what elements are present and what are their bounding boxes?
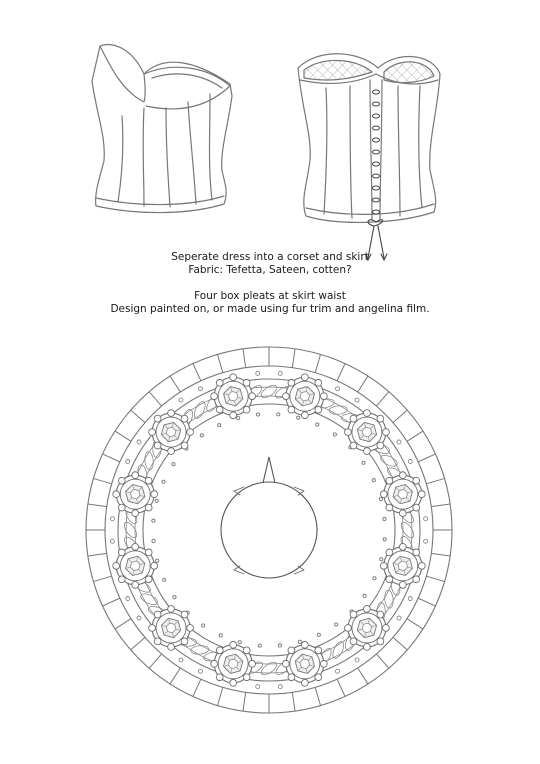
- decorative-dot: [362, 461, 365, 464]
- medallion-scallop: [181, 638, 188, 645]
- border-segment-line: [426, 576, 444, 581]
- decorative-dot: [363, 594, 366, 597]
- decorative-dot: [333, 433, 336, 436]
- border-segment-line: [407, 619, 423, 629]
- medallion-scallop: [315, 647, 322, 654]
- decorative-dot: [298, 640, 301, 643]
- medallion-scallop: [386, 549, 393, 556]
- note-line-1: Seperate dress into a corset and skirt: [171, 251, 369, 263]
- decorative-dot: [373, 577, 376, 580]
- medallion-accent-dot: [336, 669, 340, 673]
- border-segment-line: [131, 637, 145, 649]
- medallion-scallop: [113, 491, 120, 498]
- medallion-scallop: [350, 442, 357, 449]
- skirt-outer-edge: [86, 347, 452, 713]
- decorative-dot: [152, 519, 155, 522]
- medallion: [345, 398, 401, 454]
- border-segment-line: [393, 637, 407, 649]
- medallion-scallop: [301, 374, 308, 381]
- medallion-scallop: [243, 647, 250, 654]
- medallion-scallop: [168, 606, 175, 613]
- medallion-scallop: [320, 393, 327, 400]
- medallion-scallop: [149, 429, 156, 436]
- decorative-dot: [162, 480, 165, 483]
- border-segment-line: [217, 354, 222, 372]
- decorative-dot: [202, 624, 205, 627]
- medallion-scallop: [145, 504, 152, 511]
- circle-skirt-diagram: [84, 345, 454, 715]
- decorative-dot: [297, 416, 300, 419]
- border-segment-line: [337, 364, 345, 381]
- medallion-scallop: [380, 562, 387, 569]
- decorative-dot: [173, 596, 176, 599]
- border-segment-line: [418, 598, 435, 606]
- border-segment-line: [337, 679, 345, 696]
- chain-link: [139, 592, 159, 607]
- medallion-scallop: [301, 679, 308, 686]
- medallion-scallop: [149, 625, 156, 632]
- chain-link: [331, 640, 346, 660]
- medallion-scallop: [187, 625, 194, 632]
- pleat-marks: [234, 487, 304, 574]
- chain-link: [379, 453, 399, 468]
- border-segment-line: [243, 692, 246, 711]
- border-segment-line: [103, 598, 120, 606]
- medallion-accent-dot: [336, 387, 340, 391]
- border-segment-line: [170, 668, 180, 684]
- decorative-dot: [256, 413, 259, 416]
- chain-link: [384, 590, 394, 609]
- border-inner-edge: [105, 366, 433, 694]
- medallion-accent-dot: [110, 539, 114, 543]
- medallion-scallop: [181, 415, 188, 422]
- medallion-scallop: [211, 393, 218, 400]
- medallion-accent-dot: [408, 597, 412, 601]
- medallion-scallop: [380, 491, 387, 498]
- medallion-scallop: [413, 504, 420, 511]
- medallion-scallop: [230, 641, 237, 648]
- medallion-scallop: [230, 374, 237, 381]
- medallion-scallop: [249, 393, 256, 400]
- medallion-scallop: [383, 625, 390, 632]
- border-segment-line: [149, 654, 161, 668]
- medallion-scallop: [154, 638, 161, 645]
- border-segment-line: [243, 349, 246, 368]
- border-segment-line: [426, 478, 444, 483]
- decorative-dot: [380, 558, 383, 561]
- border-segment-line: [115, 431, 131, 441]
- medallion-scallop: [216, 379, 223, 386]
- medallion-scallop: [243, 406, 250, 413]
- medallion-scallop: [399, 543, 406, 550]
- medallion-scallop: [187, 429, 194, 436]
- medallion-scallop: [243, 379, 250, 386]
- medallion-scallop: [181, 611, 188, 618]
- decorative-dot: [383, 517, 386, 520]
- medallion-scallop: [386, 504, 393, 511]
- border-segment-line: [170, 376, 180, 392]
- decorative-dot: [155, 499, 158, 502]
- medallion: [137, 606, 193, 662]
- medallion-scallop: [364, 606, 371, 613]
- waist-opening: [221, 482, 317, 578]
- note-line-2: Fabric: Tefetta, Sateen, cotten?: [188, 264, 352, 276]
- medallion-scallop: [216, 647, 223, 654]
- medallion-scallop: [301, 641, 308, 648]
- medallion-scallop: [413, 549, 420, 556]
- medallion-scallop: [350, 638, 357, 645]
- medallion-scallop: [132, 581, 139, 588]
- decorative-dot: [379, 498, 382, 501]
- decorative-dot: [278, 644, 281, 647]
- medallion-scallop: [399, 510, 406, 517]
- medallion-scallop: [345, 625, 352, 632]
- decorative-dot: [258, 644, 261, 647]
- medallion: [345, 606, 401, 662]
- medallion-scallop: [230, 412, 237, 419]
- medallion-scallop: [364, 644, 371, 651]
- corset-back-sketch: [288, 40, 448, 270]
- decorative-dot: [238, 641, 241, 644]
- border-segment-line: [103, 454, 120, 462]
- decorative-dot: [218, 424, 221, 427]
- medallion-scallop: [132, 472, 139, 479]
- corset-front-sketch: [82, 36, 242, 226]
- medallion-accent-dot: [126, 459, 130, 463]
- medallion-accent-dot: [408, 459, 412, 463]
- border-segment-line: [431, 553, 450, 556]
- border-segment-line: [315, 354, 320, 372]
- decorative-dot: [152, 539, 155, 542]
- medallion-scallop: [288, 647, 295, 654]
- medallion-scallop: [151, 491, 158, 498]
- medallion-scallop: [418, 562, 425, 569]
- chain-link: [329, 405, 348, 415]
- note-line-4: Design painted on, or made using fur trim and angelina film.: [110, 303, 430, 315]
- border-segment-line: [407, 431, 423, 441]
- medallion-scallop: [113, 562, 120, 569]
- border-segment-line: [315, 687, 320, 705]
- medallion-accent-dot: [110, 517, 114, 521]
- medallion-scallop: [216, 406, 223, 413]
- medallions: [110, 371, 427, 688]
- medallion-scallop: [413, 576, 420, 583]
- border-segment-line: [376, 392, 388, 406]
- decorative-dot: [163, 578, 166, 581]
- border-segment-line: [193, 679, 201, 696]
- medallion-accent-dot: [137, 616, 141, 620]
- border-segment-line: [292, 349, 295, 368]
- medallion-scallop: [350, 415, 357, 422]
- medallion-accent-dot: [126, 597, 130, 601]
- medallion-scallop: [282, 393, 289, 400]
- decorative-dot: [200, 434, 203, 437]
- border-segment-line: [93, 576, 111, 581]
- medallion-accent-dot: [278, 685, 282, 689]
- medallion-scallop: [168, 448, 175, 455]
- medallion-accent-dot: [198, 387, 202, 391]
- border-segment-line: [376, 654, 388, 668]
- medallion-scallop: [301, 412, 308, 419]
- decorative-dot: [219, 634, 222, 637]
- medallion-scallop: [377, 442, 384, 449]
- medallion-scallop: [216, 674, 223, 681]
- medallion-scallop: [418, 491, 425, 498]
- medallion-scallop: [288, 379, 295, 386]
- medallion-scallop: [383, 429, 390, 436]
- medallion: [137, 398, 193, 454]
- border-segment-line: [358, 376, 368, 392]
- medallion-scallop: [243, 674, 250, 681]
- medallion-accent-dot: [397, 616, 401, 620]
- medallion-scallop: [230, 679, 237, 686]
- decorative-dot: [316, 423, 319, 426]
- decorative-dot: [172, 463, 175, 466]
- medallion-scallop: [377, 638, 384, 645]
- medallion-scallop: [364, 448, 371, 455]
- medallion-scallop: [315, 379, 322, 386]
- medallion-scallop: [413, 477, 420, 484]
- medallion-scallop: [118, 504, 125, 511]
- medallion-scallop: [151, 562, 158, 569]
- medallion-scallop: [288, 674, 295, 681]
- medallion-scallop: [386, 477, 393, 484]
- medallion-scallop: [145, 576, 152, 583]
- medallion-scallop: [399, 581, 406, 588]
- border-segment-line: [217, 687, 222, 705]
- border-segment-line: [393, 410, 407, 422]
- border-segment-line: [88, 504, 107, 507]
- medallion-accent-dot: [278, 371, 282, 375]
- medallion-scallop: [118, 549, 125, 556]
- design-notes: [0, 251, 540, 316]
- medallion-scallop: [377, 415, 384, 422]
- medallion-accent-dot: [179, 658, 183, 662]
- border-segment-line: [431, 504, 450, 507]
- decorative-dot: [277, 413, 280, 416]
- medallion-scallop: [364, 410, 371, 417]
- decorative-dot: [372, 479, 375, 482]
- medallion-scallop: [118, 576, 125, 583]
- decorative-dot: [237, 417, 240, 420]
- decorative-dot: [156, 559, 159, 562]
- medallion-scallop: [154, 415, 161, 422]
- medallion-scallop: [282, 660, 289, 667]
- border-segment-line: [115, 619, 131, 629]
- decorative-dot: [317, 633, 320, 636]
- border-segment-line: [131, 410, 145, 422]
- medallion-scallop: [345, 429, 352, 436]
- medallion-accent-dot: [397, 440, 401, 444]
- medallion-scallop: [154, 442, 161, 449]
- chain-link: [190, 645, 209, 655]
- medallion-scallop: [118, 477, 125, 484]
- medallion-scallop: [288, 406, 295, 413]
- border-segment-line: [93, 478, 111, 483]
- medallion-scallop: [132, 543, 139, 550]
- chain-link: [192, 400, 207, 420]
- medallion-accent-dot: [198, 669, 202, 673]
- medallion-scallop: [145, 549, 152, 556]
- decorative-dot: [383, 538, 386, 541]
- medallion-scallop: [181, 442, 188, 449]
- medallion-accent-dot: [137, 440, 141, 444]
- border-segment-line: [193, 364, 201, 381]
- border-segment-line: [88, 553, 107, 556]
- medallion-scallop: [154, 611, 161, 618]
- medallion-scallop: [399, 472, 406, 479]
- medallion-accent-dot: [424, 539, 428, 543]
- medallion-scallop: [315, 674, 322, 681]
- medallion-scallop: [377, 611, 384, 618]
- border-segment-line: [149, 392, 161, 406]
- medallion-scallop: [168, 644, 175, 651]
- medallion-scallop: [249, 660, 256, 667]
- medallion-scallop: [386, 576, 393, 583]
- medallion-accent-dot: [424, 517, 428, 521]
- medallion-scallop: [145, 477, 152, 484]
- border-segment-line: [358, 668, 368, 684]
- medallion-accent-dot: [355, 398, 359, 402]
- waist-slit: [263, 457, 275, 483]
- medallion-scallop: [168, 410, 175, 417]
- medallion-accent-dot: [355, 658, 359, 662]
- decorative-dot: [335, 623, 338, 626]
- medallion-scallop: [211, 660, 218, 667]
- medallion-accent-dot: [179, 398, 183, 402]
- medallion-scallop: [350, 611, 357, 618]
- border-segments: [86, 347, 452, 713]
- medallion-scallop: [315, 406, 322, 413]
- medallion-scallop: [132, 510, 139, 517]
- border-segment-line: [418, 454, 435, 462]
- medallion-accent-dot: [256, 371, 260, 375]
- chain-link: [144, 451, 154, 470]
- medallion-scallop: [320, 660, 327, 667]
- border-segment-line: [292, 692, 295, 711]
- medallion-accent-dot: [256, 685, 260, 689]
- note-line-3: Four box pleats at skirt waist: [194, 290, 346, 302]
